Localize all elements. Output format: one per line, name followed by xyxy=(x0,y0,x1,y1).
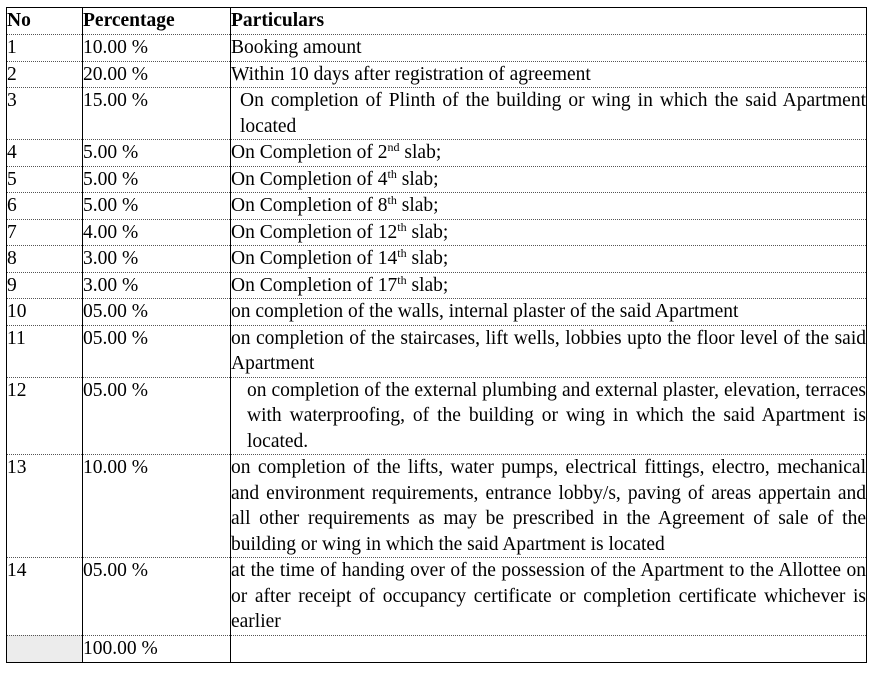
row-percentage: 05.00 % xyxy=(83,299,231,326)
row-no: 2 xyxy=(7,61,83,88)
row-no: 12 xyxy=(7,377,83,455)
row-percentage: 3.00 % xyxy=(83,272,231,299)
table-row xyxy=(7,272,867,299)
table-row xyxy=(7,88,867,140)
row-percentage: 15.00 % xyxy=(83,88,231,140)
row-no: 14 xyxy=(7,558,83,636)
row-no: 7 xyxy=(7,219,83,246)
particulars-text: slab; xyxy=(406,274,449,296)
particulars-text: slab; xyxy=(406,221,449,243)
table-row xyxy=(7,35,867,62)
row-percentage: 10.00 % xyxy=(83,455,231,558)
header-particulars: Particulars xyxy=(231,8,867,35)
table-row xyxy=(7,325,867,377)
row-particulars: Booking amount xyxy=(231,35,867,62)
row-no: 8 xyxy=(7,246,83,273)
particulars-text: On Completion of 12 xyxy=(231,221,398,243)
particulars-text: On Completion of 2 xyxy=(231,142,388,163)
row-percentage: 10.00 % xyxy=(83,35,231,62)
row-percentage: 3.00 % xyxy=(83,246,231,273)
row-particulars xyxy=(231,219,867,246)
row-particulars: on completion of the staircases, lift wells, lobbies upto the floor level of the said Apartment xyxy=(231,325,867,377)
row-particulars: on completion of the walls, internal plaster of the said Apartment xyxy=(231,299,867,326)
row-particulars xyxy=(231,193,867,220)
row-percentage: 05.00 % xyxy=(83,558,231,636)
row-percentage: 5.00 % xyxy=(83,193,231,220)
table-row xyxy=(7,246,867,273)
particulars-text: slab; xyxy=(396,168,439,190)
table-row xyxy=(7,61,867,88)
total-percentage: 100.00 % xyxy=(83,635,231,662)
ordinal-suffix: th xyxy=(387,166,397,181)
payment-schedule-table xyxy=(6,7,867,663)
table-row xyxy=(7,455,867,558)
row-particulars xyxy=(231,166,867,193)
particulars-text: On Completion of 4 xyxy=(231,168,388,190)
total-row xyxy=(7,635,867,662)
particulars-text: slab; xyxy=(396,195,439,216)
particulars-text: slab; xyxy=(399,142,442,163)
particulars-text: On Completion of 17 xyxy=(231,274,398,296)
row-percentage: 4.00 % xyxy=(83,219,231,246)
table-row xyxy=(7,299,867,326)
row-no: 3 xyxy=(7,88,83,140)
row-percentage: 05.00 % xyxy=(83,325,231,377)
particulars-text: On Completion of 14 xyxy=(231,248,398,269)
particulars-text: slab; xyxy=(406,248,449,269)
ordinal-suffix: th xyxy=(397,246,407,260)
row-no: 5 xyxy=(7,166,83,193)
row-particulars: on completion of the lifts, water pumps, electrical fittings, electro, mechanical and environment requirements, entrance lobby/s, paving of areas appertain and all other requirements as may be prescribed in the Agreement of sale of the building or wing in which the said Apartment is located xyxy=(231,455,867,558)
row-no: 6 xyxy=(7,193,83,220)
row-no: 10 xyxy=(7,299,83,326)
ordinal-suffix: th xyxy=(387,193,397,207)
ordinal-suffix: th xyxy=(397,219,407,234)
ordinal-suffix: nd xyxy=(387,140,400,154)
particulars-text: On Completion of 8 xyxy=(231,195,388,216)
total-label-cell xyxy=(7,635,83,662)
row-particulars xyxy=(231,246,867,273)
row-particulars: at the time of handing over of the possession of the Apartment to the Allottee on or after receipt of occupancy certificate or completion certificate whichever is earlier xyxy=(231,558,867,636)
row-no: 1 xyxy=(7,35,83,62)
row-no: 4 xyxy=(7,140,83,167)
row-particulars: on completion of the external plumbing and external plaster, elevation, terraces with waterproofing, of the building or wing in which the said Apartment is located. xyxy=(231,377,867,455)
row-percentage: 5.00 % xyxy=(83,140,231,167)
row-percentage: 20.00 % xyxy=(83,61,231,88)
header-percentage: Percentage xyxy=(83,8,231,35)
table-row xyxy=(7,140,867,167)
table-row xyxy=(7,193,867,220)
table-row xyxy=(7,219,867,246)
table-header-row xyxy=(7,8,867,35)
row-no: 13 xyxy=(7,455,83,558)
ordinal-suffix: th xyxy=(397,272,407,287)
row-percentage: 5.00 % xyxy=(83,166,231,193)
row-particulars xyxy=(231,272,867,299)
table-row xyxy=(7,558,867,636)
row-particulars xyxy=(231,140,867,167)
header-no: No xyxy=(7,8,83,35)
total-particulars-cell xyxy=(231,635,867,662)
row-no: 11 xyxy=(7,325,83,377)
row-no: 9 xyxy=(7,272,83,299)
row-percentage: 05.00 % xyxy=(83,377,231,455)
row-particulars: Within 10 days after registration of agreement xyxy=(231,61,867,88)
table-row xyxy=(7,166,867,193)
table-row xyxy=(7,377,867,455)
row-particulars: On completion of Plinth of the building or wing in which the said Apartment located xyxy=(231,88,867,140)
